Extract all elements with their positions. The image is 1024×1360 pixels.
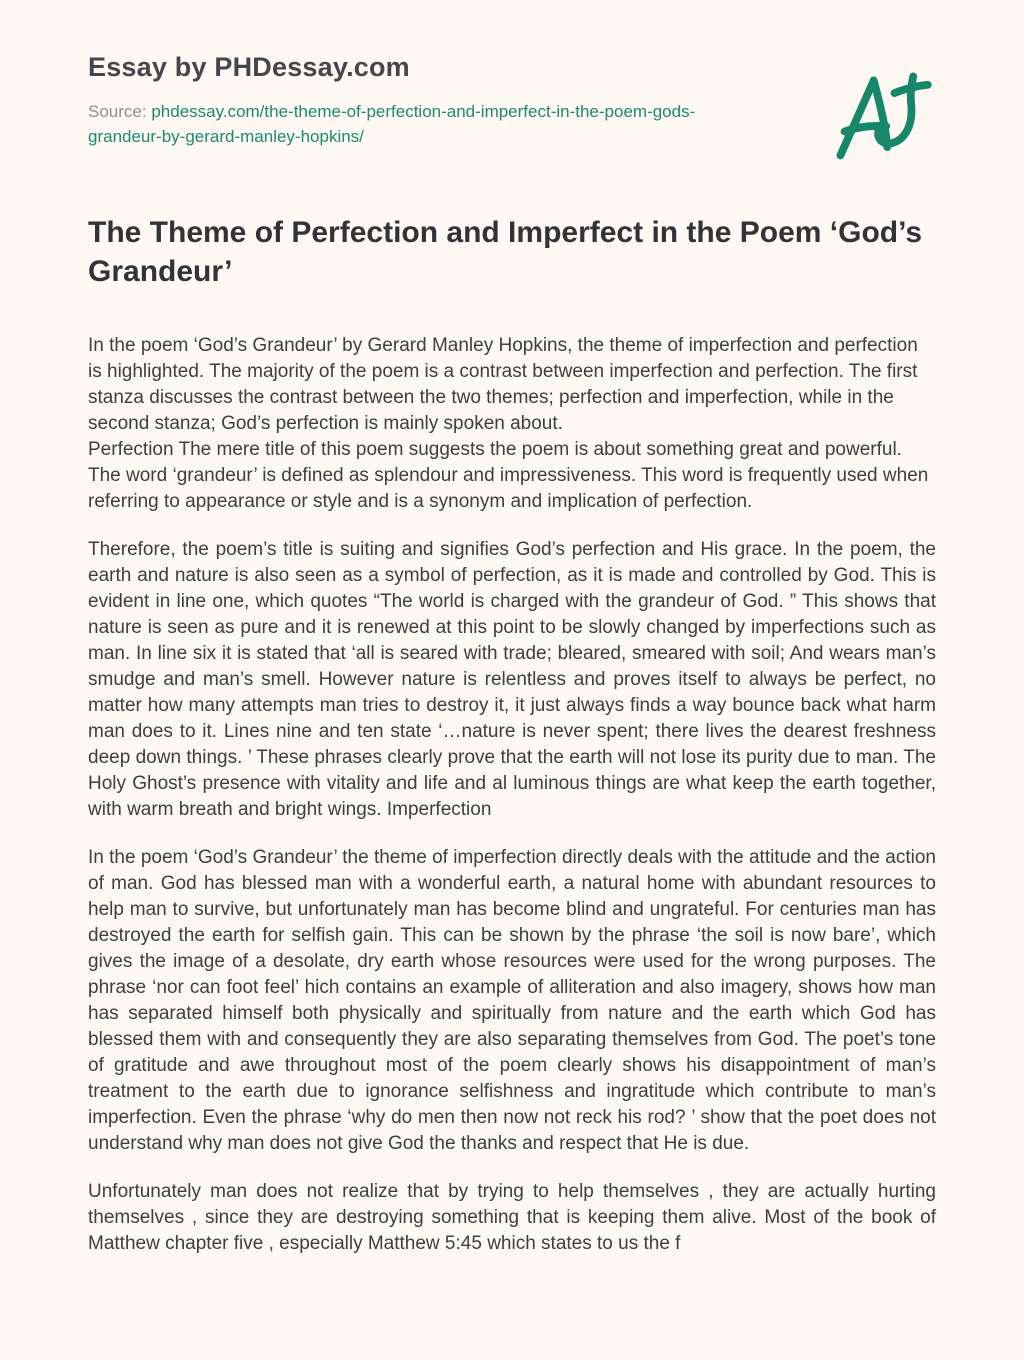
essay-paragraph-2: Therefore, the poem’s title is suiting and signifies God’s perfection and His grace. In the poem, the earth and nature is also seen as a symbol of perfection, as it is made and controlled by God. This is evident in line one, which quotes “The world is charged with the grandeur of God. ” This shows that nature is seen as pure and it is renewed at this point to be slowly changed by imperfections such as man. In line six it is stated that ‘all is seared with trade; bleared, smeared with soil; And wears man’s smudge and man’s smell. However nature is relentless and proves itself to always be perfect, no matter how many attempts man tries to destroy it, it just always finds a way bounce back what harm man does to it. Lines nine and ten state ‘…nature is never spent; there lives the dearest freshness deep down things. ’ These phrases clearly prove that the earth will not lose its purity due to man. The Holy Ghost’s presence with vitality and life and al luminous things are what keep the earth together, with warm breath and bright wings. Imperfection	[88, 539, 936, 820]
a-plus-logo-icon	[830, 68, 934, 168]
essay-title: The Theme of Perfection and Imperfect in the Poem ‘God’s Grandeur’	[88, 216, 923, 288]
source-label: Source:	[88, 102, 147, 121]
essay-paragraph-4: Unfortunately man does not realize that by trying to help themselves , they are actually hurting themselves , since they are destroying something that is keeping them alive. Most of the book of Matthew chapter five , especially Matthew 5:45 which states to us the f	[88, 1181, 936, 1254]
essay-paragraph-3: In the poem ‘God’s Grandeur’ the theme of imperfection directly deals with the attitude and the action of man. God has blessed man with a wonderful earth, a natural home with abundant resources to help man to survive, but unfortunately man has become blind and ungrateful. For centuries man has destroyed the earth for selfish gain. This can be shown by the phrase ‘the soil is now bare’, which gives the image of a desolate, dry earth whose resources were used for the wrong purposes. The phrase ‘nor can foot feel’ hich contains an example of alliteration and also imagery, shows how man has separated himself both physically and spiritually from nature and the earth which God has blessed them with and consequently they are also separating themselves from God. The poet’s tone of gratitude and awe throughout most of the poem clearly shows his disappointment of man’s treatment to the earth due to ignorance selfishness and ingratitude which contribute to man’s imperfection. Even the phrase ‘why do men then now not reck his rod? ’ show that the poet does not understand why man does not give God the thanks and respect that He is due.	[88, 847, 936, 1154]
essay-paragraph-1a: In the poem ‘God’s Grandeur’ by Gerard Manley Hopkins, the theme of imperfection and perfection is highlighted. The majority of the poem is a contrast between imperfection and perfection. The first stanza discusses the contrast between the two themes; perfection and imperfection, while in the second stanza; God’s perfection is mainly spoken about.	[88, 335, 918, 434]
source-line	[88, 99, 768, 149]
essay-paragraph-1	[88, 333, 936, 515]
essay-paragraph-1b: Perfection The mere title of this poem suggests the poem is about something great and powerful. The word ‘grandeur’ is defined as splendour and impressiveness. This word is frequently used when referring to appearance or style and is a synonym and implication of perfection.	[88, 439, 929, 512]
source-url-link[interactable]: phdessay.com/the-theme-of-perfection-and-imperfect-in-the-poem-gods-grandeur-by-gerard-manley-hopkins/	[88, 102, 696, 146]
page-title: Essay by PHDessay.com	[88, 52, 410, 82]
